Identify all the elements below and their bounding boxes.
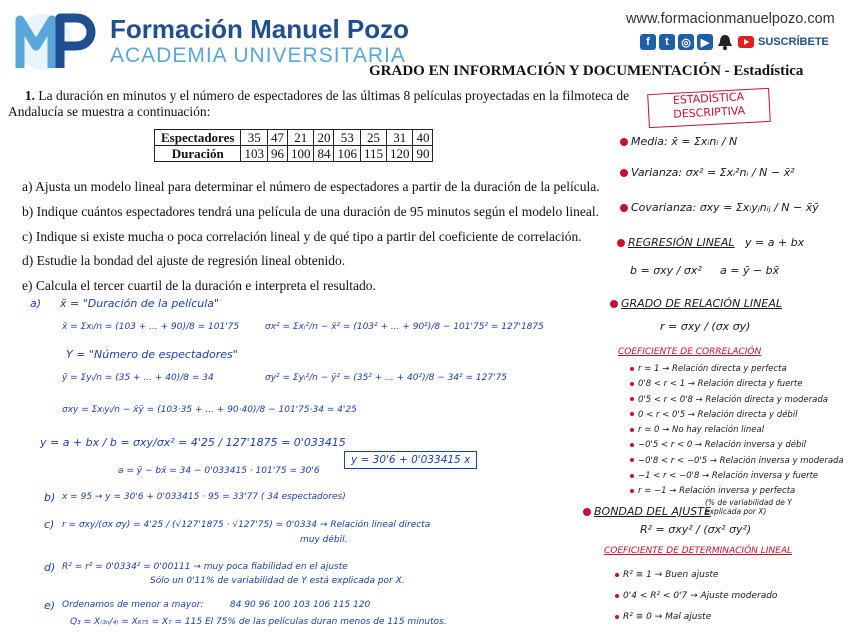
youtube-icon[interactable]: ▶ — [697, 34, 713, 50]
y-mean: ȳ = Σyᵢ/n = (35 + ... + 40)/8 = 34 — [62, 373, 214, 383]
table-cell: 47 — [267, 130, 287, 146]
list-item: R² ≅ 1 → Buen ajuste — [615, 565, 777, 586]
solution-c-label: c) — [44, 518, 55, 531]
linear-model: y = a + bx / b = σxy/σx² = 4'25 / 127'1875 = 0'033415 — [40, 436, 346, 449]
list-item: r = 1 → Relación directa y perfecta — [630, 362, 844, 377]
list-item: r = 0 → No hay relación lineal — [630, 423, 844, 438]
list-item: −1 < r < −0'8 → Relación inversa y fuerte — [630, 469, 844, 484]
table-cell: 115 — [360, 146, 386, 162]
solution-a-label: a) — [30, 297, 42, 310]
bell-icon[interactable] — [716, 33, 734, 51]
coef-title: COEFICIENTE DE CORRELACIÓN — [618, 347, 762, 357]
question-a: a) Ajusta un modelo lineal para determinar el número de espectadores a partir de la duración de la película. — [22, 179, 600, 194]
topic-stamp — [647, 88, 771, 128]
regression-a: a = ȳ − bx̄ — [720, 264, 780, 277]
solution-e-text: Ordenamos de menor a mayor: — [62, 600, 204, 610]
table-cell: 25 — [360, 130, 386, 146]
question-e: e) Calcula el tercer cuartil de la duración e interpreta el resultado. — [22, 278, 376, 293]
y-variance: σy² = Σyᵢ²/n − ȳ² = (35² + ... + 40²)/8 − 34² = 127'75 — [265, 373, 508, 383]
formula-media: Media: x̄ = Σxᵢnᵢ / N — [620, 135, 737, 148]
question-d: d) Estudie la bondad del ajuste de regresión lineal obtenido. — [22, 253, 346, 268]
brand-subtitle: ACADEMIA UNIVERSITARIA — [110, 44, 406, 67]
correlation-title: GRADO DE RELACIÓN LINEAL — [610, 297, 782, 310]
coef-list — [630, 362, 844, 500]
list-item: 0'8 < r < 1 → Relación directa y fuerte — [630, 377, 844, 392]
regression-b: b = σxy / σx² — [630, 264, 702, 277]
correlation-formula: r = σxy / (σx σy) — [660, 320, 751, 333]
solution-d-text2: Sólo un 0'11% de variabilidad de Y está explicada por X. — [150, 576, 405, 586]
instagram-icon[interactable]: ◎ — [678, 34, 694, 50]
a-calculation: a = ȳ − bx̄ = 34 − 0'033415 · 101'75 = 30'6 — [118, 466, 320, 476]
data-table — [154, 129, 433, 162]
regression-title: REGRESIÓN LINEAL y = a + bx — [617, 236, 804, 249]
table-cell: 84 — [314, 146, 334, 162]
row-header: Duración — [155, 146, 241, 162]
x-mean: x̄ = Σxᵢ/n = (103 + ... + 90)/8 = 101'75 — [62, 322, 240, 332]
brand-name: Formación Manuel Pozo — [110, 14, 410, 44]
model-result-box: y = 30'6 + 0'033415 x — [344, 451, 477, 469]
sorted-values: 84 90 96 100 103 106 115 120 — [230, 600, 371, 610]
problem-statement — [8, 88, 644, 120]
solution-d-label: d) — [44, 561, 56, 574]
table-cell: 35 — [241, 130, 268, 146]
table-cell: 100 — [287, 146, 314, 162]
list-item: r = −1 → Relación inversa y perfecta — [630, 484, 844, 499]
social-icons — [640, 32, 755, 52]
question-b: b) Indique cuántos espectadores tendrá una película de una duración de 95 minutos según el modelo lineal. — [22, 204, 599, 219]
x-variance: σx² = Σxᵢ²/n − x̄² = (103² + ... + 90²)/8 − 101'75² = 127'1875 — [265, 322, 544, 332]
brand-logo-icon — [14, 6, 106, 78]
table-cell: 40 — [413, 130, 433, 146]
stamp-line: DESCRIPTIVA — [672, 104, 746, 121]
table-cell: 90 — [413, 146, 433, 162]
solution-b-text: x = 95 → y = 30'6 + 0'033415 · 95 = 33'77 ( 34 espectadores) — [62, 492, 346, 502]
facebook-icon[interactable]: f — [640, 34, 656, 50]
table-cell: 96 — [267, 146, 287, 162]
third-quartile: Q₃ = X₍₃ₙ/₄₎ = X₆₇₅ = X₇ = 115 El 75% de las películas duran menos de 115 minutos. — [70, 617, 447, 627]
list-item: −0'8 < r < −0'5 → Relación inversa y moderada — [630, 454, 844, 469]
youtube-play-icon[interactable] — [737, 33, 755, 51]
list-item: 0'4 < R² < 0'7 → Ajuste moderado — [615, 586, 777, 607]
formula-varianza: Varianza: σx² = Σxᵢ²nᵢ / N − x̄² — [620, 166, 795, 179]
determ-list — [615, 565, 777, 628]
bondad-formula: R² = σxy² / (σx² σy²) — [640, 523, 752, 536]
covariance: σxy = Σxᵢyᵢ/n − x̄ȳ = (103·35 + ... + 90·40)/8 − 101'75·34 = 4'25 — [62, 405, 357, 415]
table-cell: 31 — [386, 130, 413, 146]
table-row — [155, 130, 433, 146]
bondad-title: BONDAD DEL AJUSTE — [583, 505, 711, 518]
solution-b-label: b) — [44, 491, 56, 504]
solution-d-text: R² = r² = 0'0334² = 0'00111 → muy poca fiabilidad en el ajuste — [62, 562, 348, 572]
subscribe-button[interactable]: SUSCRÍBETE — [758, 36, 829, 48]
table-cell: 106 — [334, 146, 361, 162]
x-definition: x̄ = "Duración de la película" — [60, 297, 220, 310]
problem-number: 1. — [24, 88, 35, 103]
list-item: R² ≅ 0 → Mal ajuste — [615, 607, 777, 628]
site-url-link[interactable]: www.formacionmanuelpozo.com — [626, 11, 835, 27]
row-header: Espectadores — [155, 130, 241, 146]
solution-c-text2: muy débil. — [300, 535, 348, 545]
list-item: −0'5 < r < 0 → Relación inversa y débil — [630, 438, 844, 453]
list-item: 0'5 < r < 0'8 → Relación directa y moderada — [630, 393, 844, 408]
table-cell: 53 — [334, 130, 361, 146]
table-cell: 20 — [314, 130, 334, 146]
table-row — [155, 146, 433, 162]
table-cell: 21 — [287, 130, 314, 146]
twitter-icon[interactable]: t — [659, 34, 675, 50]
table-cell: 120 — [386, 146, 413, 162]
bondad-note: (% de variabilidad de Y explicada por X) — [705, 498, 792, 516]
table-cell: 103 — [241, 146, 268, 162]
question-c: c) Indique si existe mucha o poca correlación lineal y de qué tipo a partir del coeficiente de correlación. — [22, 229, 582, 244]
determ-title: COEFICIENTE DE DETERMINACIÓN LINEAL — [604, 546, 793, 556]
solution-e-label: e) — [44, 599, 56, 612]
y-definition: Y = "Número de espectadores" — [66, 348, 238, 361]
formula-covarianza: Covarianza: σxy = Σxᵢyⱼnᵢⱼ / N − x̄ȳ — [620, 201, 819, 214]
solution-c-text: r = σxy/(σx σy) = 4'25 / (√127'1875 · √127'75) = 0'0334 → Relación lineal directa — [62, 520, 431, 530]
list-item: 0 < r < 0'5 → Relación directa y débil — [630, 408, 844, 423]
problem-text: La duración en minutos y el número de espectadores de las últimas 8 películas proyectadas en la filmoteca de Andalucía se muestra a continuación: — [8, 88, 630, 119]
course-title: GRADO EN INFORMACIÓN Y DOCUMENTACIÓN - Estadística — [369, 63, 804, 79]
stamp-line: ESTADÍSTICA — [672, 90, 745, 107]
